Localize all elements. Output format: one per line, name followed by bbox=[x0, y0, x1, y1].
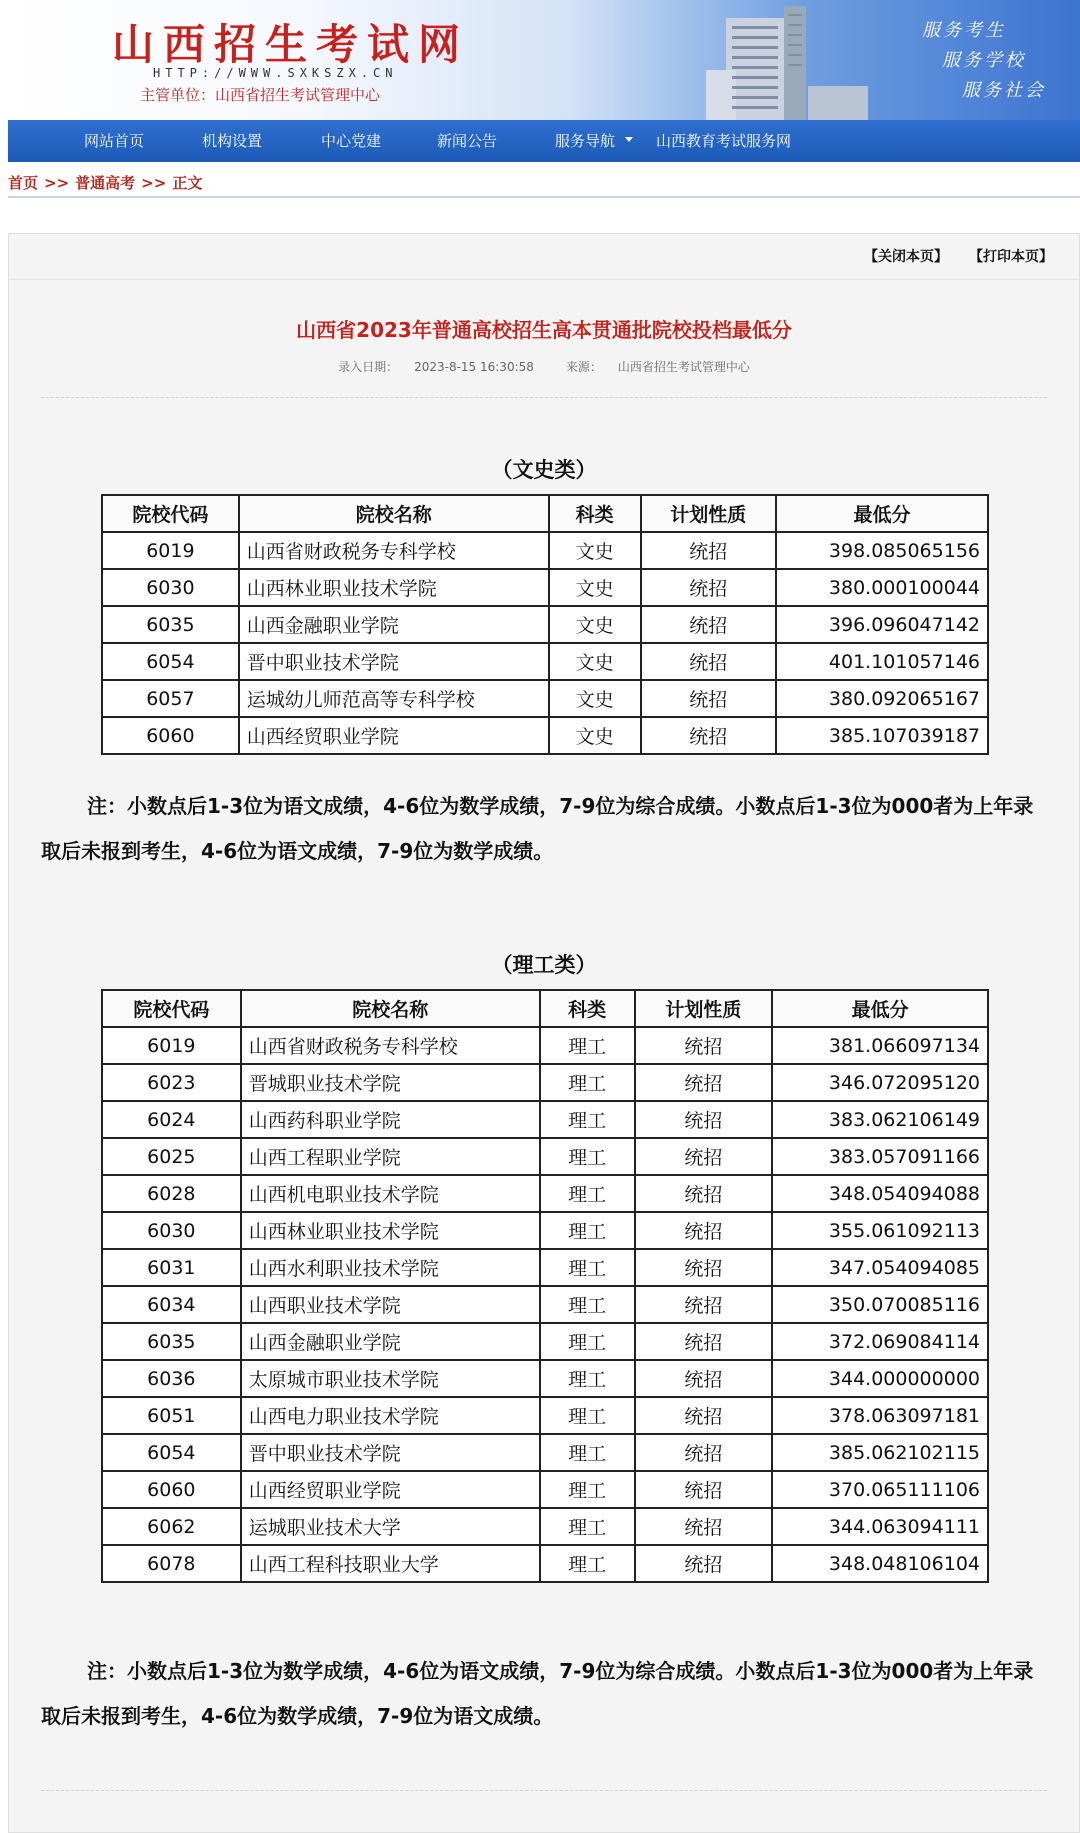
col-header-code: 院校代码 bbox=[102, 990, 241, 1027]
cell-category: 理工 bbox=[540, 1286, 635, 1323]
ligong-table bbox=[101, 989, 989, 1583]
cell-plan-type: 统招 bbox=[635, 1212, 773, 1249]
cell-plan-type: 统招 bbox=[635, 1545, 773, 1582]
breadcrumb-gaokao[interactable]: 普通高考 bbox=[75, 174, 136, 192]
cell-school-name: 山西经贸职业学院 bbox=[241, 1471, 540, 1508]
cell-school-name: 山西省财政税务专科学校 bbox=[239, 532, 549, 569]
article-source: 山西省招生考试管理中心 bbox=[617, 360, 750, 374]
table-row bbox=[102, 1434, 988, 1471]
site-sponsor: 主管单位：山西省招生考试管理中心 bbox=[140, 86, 381, 104]
cell-code: 6078 bbox=[102, 1545, 241, 1582]
cell-category: 理工 bbox=[540, 1545, 635, 1582]
site-url: HTTP://WWW.SXKSZX.CN bbox=[153, 66, 398, 80]
cell-plan-type: 统招 bbox=[635, 1360, 773, 1397]
cell-min-score: 344.063094111 bbox=[772, 1508, 988, 1545]
cell-plan-type: 统招 bbox=[641, 532, 777, 569]
cell-plan-type: 统招 bbox=[641, 717, 777, 754]
cell-plan-type: 统招 bbox=[635, 1101, 773, 1138]
article-meta bbox=[9, 358, 1079, 375]
table-row bbox=[102, 1064, 988, 1101]
cell-school-name: 山西药科职业学院 bbox=[241, 1101, 540, 1138]
slogans bbox=[922, 16, 1046, 106]
cell-min-score: 350.070085116 bbox=[772, 1286, 988, 1323]
col-header-name: 院校名称 bbox=[239, 495, 549, 532]
cell-category: 文史 bbox=[549, 717, 641, 754]
cell-school-name: 山西省财政税务专科学校 bbox=[241, 1027, 540, 1064]
cell-plan-type: 统招 bbox=[641, 606, 777, 643]
print-page-button[interactable]: 【打印本页】 bbox=[969, 249, 1053, 265]
cell-code: 6030 bbox=[102, 1212, 241, 1249]
cell-plan-type: 统招 bbox=[635, 1286, 773, 1323]
cell-plan-type: 统招 bbox=[641, 643, 777, 680]
table-row bbox=[102, 1212, 988, 1249]
nav-home[interactable]: 网站首页 bbox=[84, 132, 145, 150]
cell-category: 理工 bbox=[540, 1508, 635, 1545]
ligong-table-body bbox=[102, 1027, 988, 1582]
cell-code: 6035 bbox=[102, 1323, 241, 1360]
breadcrumb-separator: >> bbox=[141, 174, 167, 192]
divider bbox=[41, 397, 1047, 398]
cell-plan-type: 统招 bbox=[635, 1434, 773, 1471]
site-title[interactable]: 山西招生考试网 bbox=[112, 20, 470, 69]
cell-plan-type: 统招 bbox=[635, 1175, 773, 1212]
cell-category: 理工 bbox=[540, 1249, 635, 1286]
cell-min-score: 398.085065156 bbox=[776, 532, 988, 569]
cell-school-name: 山西金融职业学院 bbox=[239, 606, 549, 643]
table-header-row bbox=[102, 495, 988, 532]
cell-school-name: 运城职业技术大学 bbox=[241, 1508, 540, 1545]
cell-code: 6035 bbox=[102, 606, 239, 643]
cell-min-score: 385.062102115 bbox=[772, 1434, 988, 1471]
cell-school-name: 山西经贸职业学院 bbox=[239, 717, 549, 754]
nav-services-label: 服务导航 bbox=[555, 132, 616, 150]
nav-news[interactable]: 新闻公告 bbox=[437, 132, 498, 150]
slogan: 服务考生 bbox=[922, 20, 1006, 41]
cell-category: 理工 bbox=[540, 1138, 635, 1175]
cell-category: 理工 bbox=[540, 1323, 635, 1360]
wenshi-table bbox=[101, 494, 989, 755]
cell-category: 理工 bbox=[540, 1101, 635, 1138]
cell-min-score: 385.107039187 bbox=[776, 717, 988, 754]
table-row bbox=[102, 1397, 988, 1434]
cell-plan-type: 统招 bbox=[635, 1471, 773, 1508]
cell-category: 理工 bbox=[540, 1471, 635, 1508]
table-row bbox=[102, 1249, 988, 1286]
cell-plan-type: 统招 bbox=[641, 680, 777, 717]
table-header-row bbox=[102, 990, 988, 1027]
cell-code: 6054 bbox=[102, 643, 239, 680]
cell-code: 6019 bbox=[102, 532, 239, 569]
cell-code: 6025 bbox=[102, 1138, 241, 1175]
cell-category: 理工 bbox=[540, 1175, 635, 1212]
cell-category: 理工 bbox=[540, 1397, 635, 1434]
source-label: 来源： bbox=[565, 360, 602, 374]
cell-min-score: 380.092065167 bbox=[776, 680, 988, 717]
article-title: 山西省2023年普通高校招生高本贯通批院校投档最低分 bbox=[296, 318, 792, 342]
cell-category: 文史 bbox=[549, 643, 641, 680]
table-row bbox=[102, 1471, 988, 1508]
nav-services[interactable] bbox=[555, 120, 633, 162]
col-header-category: 科类 bbox=[549, 495, 641, 532]
table-row bbox=[102, 1286, 988, 1323]
table-row bbox=[102, 1101, 988, 1138]
cell-category: 理工 bbox=[540, 1064, 635, 1101]
breadcrumb bbox=[8, 172, 208, 193]
cell-min-score: 370.065111106 bbox=[772, 1471, 988, 1508]
cell-school-name: 山西工程职业学院 bbox=[241, 1138, 540, 1175]
table-row bbox=[102, 606, 988, 643]
divider bbox=[8, 196, 1080, 198]
cell-plan-type: 统招 bbox=[635, 1064, 773, 1101]
cell-min-score: 401.101057146 bbox=[776, 643, 988, 680]
table-row bbox=[102, 1360, 988, 1397]
col-header-score: 最低分 bbox=[772, 990, 988, 1027]
main-nav bbox=[8, 120, 1080, 162]
col-header-score: 最低分 bbox=[776, 495, 988, 532]
cell-school-name: 山西水利职业技术学院 bbox=[241, 1249, 540, 1286]
wenshi-note: 注：小数点后1-3位为语文成绩，4-6位为数学成绩，7-9位为综合成绩。小数点后1-3位为000者为上年录取后未报到考生，4-6位为语文成绩，7-9位为数学成绩。 bbox=[41, 794, 1034, 863]
wenshi-heading: （文史类） bbox=[491, 458, 597, 482]
cell-category: 理工 bbox=[540, 1434, 635, 1471]
cell-category: 理工 bbox=[540, 1212, 635, 1249]
cell-code: 6031 bbox=[102, 1249, 241, 1286]
cell-min-score: 378.063097181 bbox=[772, 1397, 988, 1434]
cell-school-name: 太原城市职业技术学院 bbox=[241, 1360, 540, 1397]
cell-code: 6024 bbox=[102, 1101, 241, 1138]
cell-school-name: 山西工程科技职业大学 bbox=[241, 1545, 540, 1582]
table-row bbox=[102, 1545, 988, 1582]
cell-plan-type: 统招 bbox=[635, 1249, 773, 1286]
nav-party-building[interactable]: 中心党建 bbox=[321, 132, 382, 150]
cell-school-name: 山西机电职业技术学院 bbox=[241, 1175, 540, 1212]
cell-school-name: 山西电力职业技术学院 bbox=[241, 1397, 540, 1434]
cell-plan-type: 统招 bbox=[641, 569, 777, 606]
cell-code: 6034 bbox=[102, 1286, 241, 1323]
date-label: 录入日期： bbox=[338, 360, 399, 374]
ligong-heading: （理工类） bbox=[491, 953, 597, 977]
col-header-category: 科类 bbox=[540, 990, 635, 1027]
table-row bbox=[102, 532, 988, 569]
cell-code: 6051 bbox=[102, 1397, 241, 1434]
cell-plan-type: 统招 bbox=[635, 1027, 773, 1064]
cell-plan-type: 统招 bbox=[635, 1138, 773, 1175]
cell-min-score: 396.096047142 bbox=[776, 606, 988, 643]
cell-code: 6023 bbox=[102, 1064, 241, 1101]
cell-category: 文史 bbox=[549, 680, 641, 717]
table-row bbox=[102, 1027, 988, 1064]
chevron-down-icon bbox=[625, 137, 633, 142]
cell-school-name: 晋城职业技术学院 bbox=[241, 1064, 540, 1101]
breadcrumb-separator: >> bbox=[44, 174, 70, 192]
table-row bbox=[102, 643, 988, 680]
divider bbox=[41, 1790, 1047, 1791]
table-row bbox=[102, 1508, 988, 1545]
cell-code: 6060 bbox=[102, 717, 239, 754]
close-page-button[interactable]: 【关闭本页】 bbox=[864, 249, 948, 265]
wenshi-table-body bbox=[102, 532, 988, 754]
cell-category: 文史 bbox=[549, 569, 641, 606]
cell-code: 6060 bbox=[102, 1471, 241, 1508]
cell-school-name: 晋中职业技术学院 bbox=[239, 643, 549, 680]
cell-min-score: 348.054094088 bbox=[772, 1175, 988, 1212]
cell-school-name: 山西林业职业技术学院 bbox=[239, 569, 549, 606]
col-header-code: 院校代码 bbox=[102, 495, 239, 532]
cell-min-score: 344.000000000 bbox=[772, 1360, 988, 1397]
cell-code: 6062 bbox=[102, 1508, 241, 1545]
cell-plan-type: 统招 bbox=[635, 1397, 773, 1434]
cell-school-name: 运城幼儿师范高等专科学校 bbox=[239, 680, 549, 717]
cell-min-score: 383.062106149 bbox=[772, 1101, 988, 1138]
col-header-plan: 计划性质 bbox=[641, 495, 777, 532]
cell-min-score: 355.061092113 bbox=[772, 1212, 988, 1249]
cell-code: 6036 bbox=[102, 1360, 241, 1397]
cell-min-score: 383.057091166 bbox=[772, 1138, 988, 1175]
table-row bbox=[102, 1175, 988, 1212]
cell-min-score: 346.072095120 bbox=[772, 1064, 988, 1101]
breadcrumb-current: 正文 bbox=[172, 174, 203, 192]
cell-code: 6019 bbox=[102, 1027, 241, 1064]
ligong-note: 注：小数点后1-3位为数学成绩，4-6位为语文成绩，7-9位为综合成绩。小数点后1-3位为000者为上年录取后未报到考生，4-6位为数学成绩，7-9位为语文成绩。 bbox=[41, 1659, 1034, 1728]
cell-category: 理工 bbox=[540, 1027, 635, 1064]
table-row bbox=[102, 569, 988, 606]
cell-code: 6028 bbox=[102, 1175, 241, 1212]
table-row bbox=[102, 1138, 988, 1175]
cell-school-name: 山西金融职业学院 bbox=[241, 1323, 540, 1360]
cell-school-name: 山西林业职业技术学院 bbox=[241, 1212, 540, 1249]
publish-date: 2023-8-15 16:30:58 bbox=[414, 360, 534, 374]
cell-min-score: 348.048106104 bbox=[772, 1545, 988, 1582]
nav-organization[interactable]: 机构设置 bbox=[202, 132, 263, 150]
slogan: 服务学校 bbox=[942, 50, 1026, 71]
site-banner bbox=[8, 0, 1080, 120]
table-row bbox=[102, 680, 988, 717]
table-row bbox=[102, 717, 988, 754]
col-header-name: 院校名称 bbox=[241, 990, 540, 1027]
cell-school-name: 山西职业技术学院 bbox=[241, 1286, 540, 1323]
cell-category: 文史 bbox=[549, 532, 641, 569]
cell-school-name: 晋中职业技术学院 bbox=[241, 1434, 540, 1471]
cell-code: 6054 bbox=[102, 1434, 241, 1471]
cell-min-score: 381.066097134 bbox=[772, 1027, 988, 1064]
cell-code: 6030 bbox=[102, 569, 239, 606]
cell-min-score: 372.069084114 bbox=[772, 1323, 988, 1360]
cell-category: 文史 bbox=[549, 606, 641, 643]
content-panel bbox=[8, 233, 1080, 1833]
slogan: 服务社会 bbox=[962, 80, 1046, 101]
breadcrumb-home[interactable]: 首页 bbox=[8, 174, 39, 192]
cell-min-score: 347.054094085 bbox=[772, 1249, 988, 1286]
nav-exam-service[interactable]: 山西教育考试服务网 bbox=[656, 132, 792, 150]
cell-plan-type: 统招 bbox=[635, 1323, 773, 1360]
table-row bbox=[102, 1323, 988, 1360]
col-header-plan: 计划性质 bbox=[635, 990, 773, 1027]
cell-plan-type: 统招 bbox=[635, 1508, 773, 1545]
cell-code: 6057 bbox=[102, 680, 239, 717]
building-illustration bbox=[698, 0, 898, 120]
panel-toolbar bbox=[9, 234, 1079, 280]
cell-category: 理工 bbox=[540, 1360, 635, 1397]
cell-min-score: 380.000100044 bbox=[776, 569, 988, 606]
